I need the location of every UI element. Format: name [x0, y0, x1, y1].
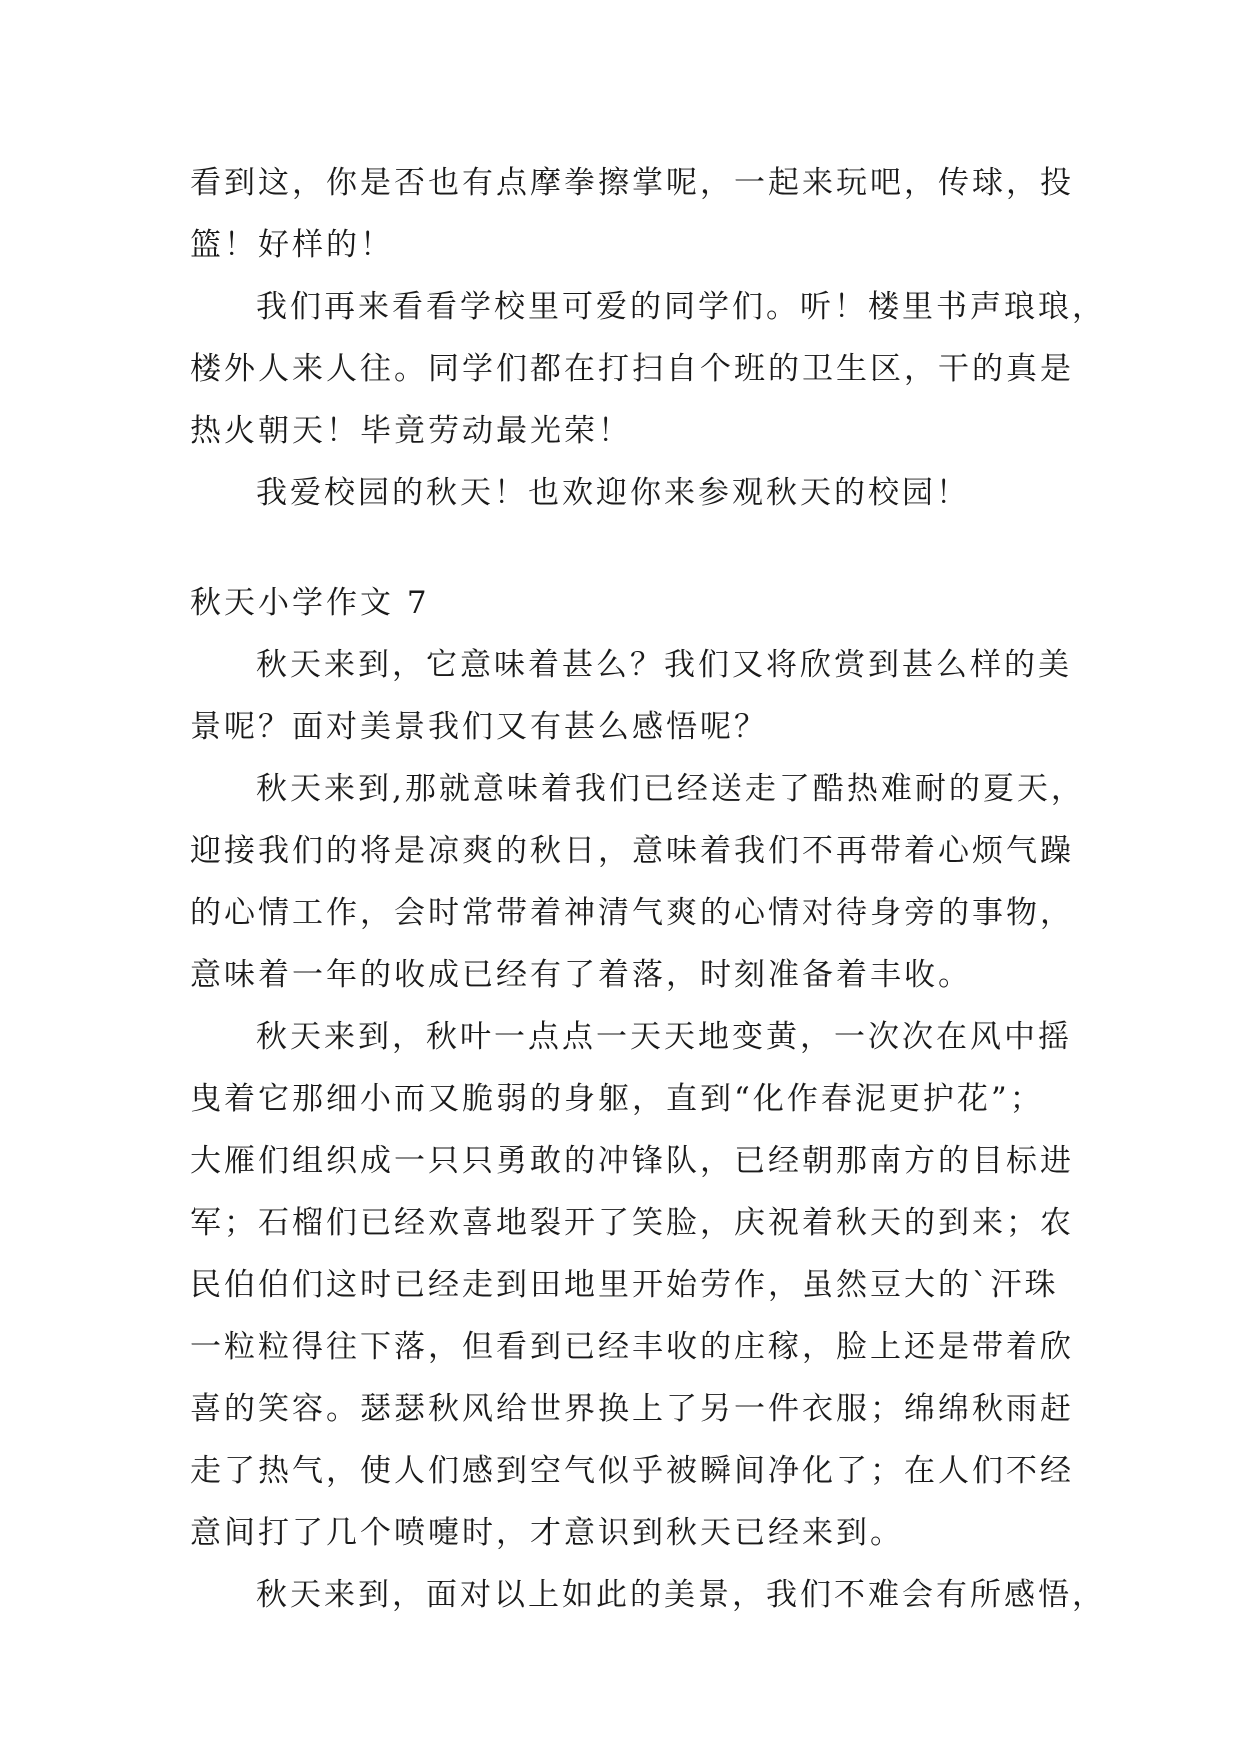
- text-line: 军；石榴们已经欢喜地裂开了笑脸，庆祝着秋天的到来；农: [190, 1205, 1074, 1241]
- text-line: 曳着它那细小而又脆弱的身躯，直到“化作春泥更护花”；: [190, 1081, 1044, 1117]
- text-line: 秋天来到,那就意味着我们已经送走了酷热难耐的夏天，: [256, 771, 1085, 807]
- paragraph: [190, 160, 1074, 268]
- section-heading: [190, 580, 1070, 626]
- text-line: 意味着一年的收成已经有了着落，时刻准备着丰收。: [190, 957, 972, 993]
- text-line: 一粒粒得往下落，但看到已经丰收的庄稼，脸上还是带着欣: [190, 1329, 1074, 1365]
- text-line: 我们再来看看学校里可爱的同学们。听！楼里书声琅琅，: [256, 289, 1106, 325]
- paragraph: [190, 1572, 1106, 1618]
- text-line: 景呢？面对美景我们又有甚么感悟呢？: [190, 709, 768, 745]
- document-page: [190, 160, 1106, 1618]
- text-line: 走了热气，使人们感到空气似乎被瞬间净化了；在人们不经: [190, 1453, 1074, 1489]
- text-line: 楼外人来人往。同学们都在打扫自个班的卫生区，干的真是: [190, 351, 1074, 387]
- text-line: 民伯伯们这时已经走到田地里开始劳作，虽然豆大的`汗珠: [190, 1267, 1059, 1303]
- text-line: 大雁们组织成一只只勇敢的冲锋队，已经朝那南方的目标进: [190, 1143, 1074, 1179]
- text-line: 秋天来到，秋叶一点点一天天地变黄，一次次在风中摇: [256, 1019, 1072, 1055]
- paragraph: [190, 284, 1106, 454]
- text-line: 秋天来到，它意味着甚么？我们又将欣赏到甚么样的美: [256, 647, 1072, 683]
- paragraph: [190, 642, 1070, 750]
- text-line: 喜的笑容。瑟瑟秋风给世界换上了另一件衣服；绵绵秋雨赶: [190, 1391, 1074, 1427]
- text-line: 看到这，你是否也有点摩拳擦掌呢，一起来玩吧，传球，投: [190, 165, 1074, 201]
- text-line: 热火朝天！毕竟劳动最光荣！: [190, 413, 632, 449]
- heading-text: 秋天小学作文 7: [190, 585, 430, 621]
- text-line: 篮！好样的！: [190, 227, 394, 263]
- paragraph: [190, 470, 1070, 516]
- paragraph: [190, 766, 1085, 998]
- text-line: 意间打了几个喷嚏时，才意识到秋天已经来到。: [190, 1515, 904, 1551]
- text-line: 秋天来到，面对以上如此的美景，我们不难会有所感悟，: [256, 1577, 1106, 1613]
- paragraph: [190, 1014, 1074, 1556]
- text-line: 的心情工作，会时常带着神清气爽的心情对待身旁的事物，: [190, 895, 1074, 931]
- text-line: 迎接我们的将是凉爽的秋日，意味着我们不再带着心烦气躁: [190, 833, 1074, 869]
- text-line: 我爱校园的秋天！也欢迎你来参观秋天的校园！: [256, 475, 970, 511]
